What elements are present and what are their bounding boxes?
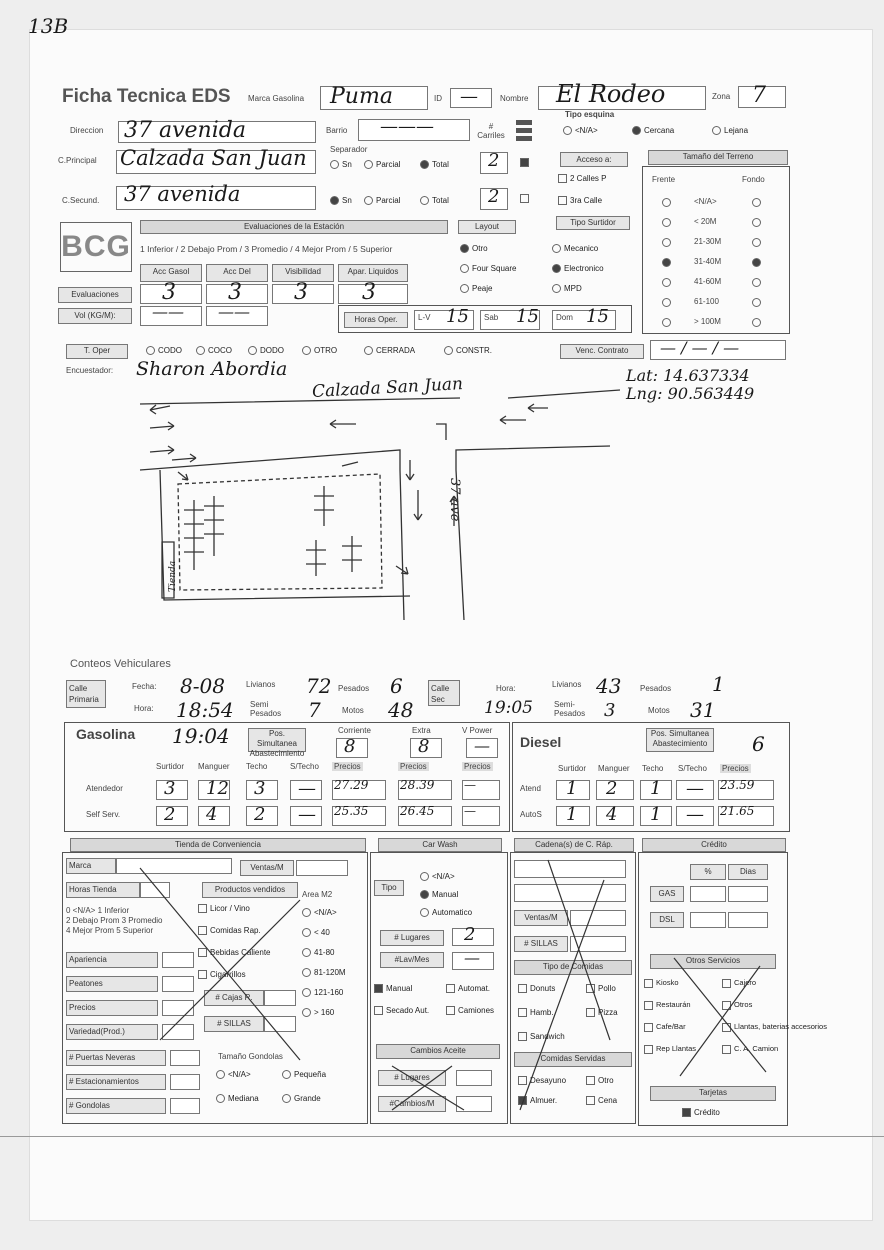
terreno-option: > 100M bbox=[694, 317, 721, 326]
diesel-cell-value: 21.65 bbox=[720, 804, 755, 818]
scan-edge bbox=[0, 1136, 884, 1137]
carwash-na[interactable]: <N/A> bbox=[420, 872, 455, 881]
gas-cell-value: 27.29 bbox=[334, 778, 369, 792]
form-title: Ficha Tecnica EDS bbox=[62, 86, 231, 107]
gasolina-time: 19:04 bbox=[172, 724, 230, 748]
carwash-manual[interactable]: Manual bbox=[420, 890, 458, 899]
carwash-lugares-label: # Lugares bbox=[380, 930, 444, 946]
carwash-tipo-label: Tipo bbox=[374, 880, 404, 896]
lat-value: Lat: 14.637334 bbox=[626, 366, 750, 385]
tienda-eval-label: Apariencia bbox=[66, 952, 158, 968]
tienda-sillas-label: # SILLAS bbox=[204, 1016, 264, 1032]
servidas-almuer[interactable]: Almuer. bbox=[518, 1096, 557, 1105]
producto-label: Cigarrillos bbox=[210, 970, 246, 979]
venc-contrato-label: Venc. Contrato bbox=[560, 344, 644, 359]
tienda-header: Tienda de Conveniencia bbox=[70, 838, 366, 852]
tipo-esquina-cercana[interactable]: Cercana bbox=[632, 126, 674, 135]
sep1-parcial[interactable]: Parcial bbox=[364, 160, 400, 169]
gas-cell-value: 12 bbox=[206, 778, 229, 799]
gas-cell-value: 3 bbox=[254, 778, 266, 799]
tipo-esquina-label: Tipo esquina bbox=[565, 110, 615, 119]
semi2-label: Semi-Pesados bbox=[554, 700, 586, 718]
cprincipal-carriles-value: 2 bbox=[488, 150, 500, 171]
cadena-ventas-label: Ventas/M bbox=[514, 910, 568, 926]
tienda-scale-3: 4 Mejor Prom 5 Superior bbox=[66, 926, 154, 935]
calle-primaria-label: Calle Primaria bbox=[66, 680, 106, 708]
tienda-eval-label: Peatones bbox=[66, 976, 158, 992]
dom-value: 15 bbox=[586, 306, 609, 327]
cadena-pizza[interactable]: Pizza bbox=[586, 1008, 618, 1017]
vpower-label: V Power bbox=[462, 726, 493, 735]
fondo-label: Fondo bbox=[742, 175, 765, 184]
lng-value: Lng: 90.563449 bbox=[626, 384, 755, 403]
credito-pct-label: % bbox=[690, 864, 726, 880]
carwash-check-camiones[interactable]: Camiones bbox=[446, 1006, 494, 1015]
sep1-sn[interactable]: Sn bbox=[330, 160, 352, 169]
terreno-option: 31-40M bbox=[694, 257, 722, 266]
gas-col-header: Techo bbox=[246, 762, 268, 771]
sep2-sn[interactable]: Sn bbox=[330, 196, 352, 205]
diesel-cell-value: — bbox=[686, 778, 704, 799]
sab-label: Sab bbox=[484, 313, 499, 322]
cadena-sillas-label: # SILLAS bbox=[514, 936, 568, 952]
gas-cell-value: 2 bbox=[164, 804, 176, 825]
acceso-button[interactable]: Acceso a: bbox=[560, 152, 628, 167]
oper-option-label: CONSTR. bbox=[456, 346, 492, 355]
diesel-col-header: S/Techo bbox=[678, 764, 707, 773]
calle-sec-label: Calle Sec bbox=[428, 680, 460, 706]
gondolas-title: Tamaño Gondolas bbox=[218, 1052, 283, 1061]
id-label: ID bbox=[434, 94, 442, 103]
venc-contrato-value: — / — / — bbox=[660, 338, 740, 357]
carwash-check-automat[interactable]: Automat. bbox=[446, 984, 490, 993]
livianos-label: Livianos bbox=[246, 680, 276, 689]
eval-gasol-value: 3 bbox=[162, 280, 176, 305]
diesel-cell-value: 1 bbox=[566, 804, 578, 825]
diesel-pos-value: 6 bbox=[752, 732, 765, 756]
credito-dias-label: Dias bbox=[728, 864, 768, 880]
frente-label: Frente bbox=[652, 175, 676, 184]
area-option-label: > 160 bbox=[314, 1008, 335, 1017]
barrio-value: ——— bbox=[380, 116, 434, 137]
apar-liquidos-col[interactable]: Apar. Liquidos bbox=[338, 264, 408, 282]
otros-option-label: Otros bbox=[734, 1000, 753, 1009]
diesel-title: Diesel bbox=[520, 734, 562, 750]
csecund-value: 37 avenida bbox=[124, 182, 241, 206]
credito-dsl-label: DSL bbox=[650, 912, 684, 928]
oper-option-label: COCO bbox=[208, 346, 232, 355]
semi-label: Semi Pesados bbox=[250, 700, 282, 718]
oper-option-label: DODO bbox=[260, 346, 284, 355]
acceso-2calles[interactable]: 2 Calles P bbox=[558, 174, 606, 183]
aceite-cambios-label: #Cambios/M bbox=[378, 1096, 446, 1112]
corriente-label: Corriente bbox=[338, 726, 371, 735]
acc-gasol-col[interactable]: Acc Gasol bbox=[140, 264, 202, 282]
evaluaciones-header: Evaluaciones de la Estación bbox=[140, 220, 448, 234]
diesel-cell-value: 23.59 bbox=[720, 778, 755, 792]
zona-value: 7 bbox=[752, 83, 766, 108]
carwash-lav-label: #Lav/Mes bbox=[380, 952, 444, 968]
credito-header: Crédito bbox=[642, 838, 786, 852]
eval-liquidos-value: 3 bbox=[362, 280, 376, 305]
tarjetas-credito[interactable]: Crédito bbox=[682, 1108, 720, 1117]
carwash-lav-value: — bbox=[464, 948, 480, 967]
marca-label: Marca Gasolina bbox=[248, 94, 305, 103]
gas-cell-value: — bbox=[298, 804, 316, 825]
diesel-col-header: Manguer bbox=[598, 764, 630, 773]
terreno-option: <N/A> bbox=[694, 197, 717, 206]
diesel-col-header: Surtidor bbox=[558, 764, 587, 773]
area-option-label: 81-120M bbox=[314, 968, 346, 977]
nombre-label: Nombre bbox=[500, 94, 529, 103]
tienda-horas-label: Horas Tienda bbox=[66, 882, 140, 898]
motos2-label: Motos bbox=[648, 706, 670, 715]
encuestador-label: Encuestador: bbox=[66, 366, 114, 375]
area-option-label: 41-80 bbox=[314, 948, 335, 957]
gas-cell-value: — bbox=[464, 804, 476, 818]
gas-cell-value: 4 bbox=[206, 804, 218, 825]
livianos2-label: Livianos bbox=[552, 680, 582, 689]
gas-cell-value: 3 bbox=[164, 778, 176, 799]
pesados-label: Pesados bbox=[338, 684, 370, 693]
gondola-na[interactable]: <N/A> bbox=[216, 1070, 251, 1079]
sketch-street-calzada: Calzada San Juan bbox=[311, 374, 464, 402]
carriles-label: # Carriles bbox=[477, 122, 505, 140]
carwash-check-secado[interactable]: Secado Aut. bbox=[374, 1006, 429, 1015]
gas-cell-value: 2 bbox=[254, 804, 266, 825]
hora-value: 18:54 bbox=[176, 698, 234, 722]
terreno-option: 61-100 bbox=[694, 297, 719, 306]
surtidor-mecanico[interactable]: Mecanico bbox=[552, 244, 598, 253]
separador-label: Separador bbox=[330, 145, 368, 154]
diesel-cell-value: 1 bbox=[566, 778, 578, 799]
credito-gas-label: GAS bbox=[650, 886, 684, 902]
motos-label: Motos bbox=[342, 706, 364, 715]
barrio-label: Barrio bbox=[326, 126, 348, 135]
encuestador-value: Sharon Abordia bbox=[136, 358, 288, 380]
aceite-lugares-label: # Lugares bbox=[378, 1070, 446, 1086]
tienda-count-label: # Gondolas bbox=[66, 1098, 166, 1114]
motos2-value: 31 bbox=[690, 698, 716, 722]
semi2-value: 3 bbox=[604, 700, 616, 721]
sab-value: 15 bbox=[516, 306, 539, 327]
carwash-header: Car Wash bbox=[378, 838, 502, 852]
cadena-donuts[interactable]: Donuts bbox=[518, 984, 555, 993]
servidas-header: Comidas Servidas bbox=[514, 1052, 632, 1067]
tienda-count-label: # Puertas Neveras bbox=[66, 1050, 166, 1066]
tienda-count-label: # Estacionamientos bbox=[66, 1074, 166, 1090]
cadena-header: Cadena(s) de C. Ráp. bbox=[514, 838, 634, 852]
tienda-eval-label: Variedad(Prod.) bbox=[66, 1024, 158, 1040]
tipo-esquina-na[interactable]: <N/A> bbox=[563, 126, 598, 135]
t-oper-label: T. Oper bbox=[66, 344, 128, 359]
otros-option-label: Llantas, baterias accesorios bbox=[734, 1022, 827, 1031]
terreno-option: 21-30M bbox=[694, 237, 722, 246]
layout-peaje[interactable]: Peaje bbox=[460, 284, 492, 293]
sep1-total[interactable]: Total bbox=[420, 160, 449, 169]
diesel-row-label: Atend bbox=[520, 784, 541, 793]
cprincipal-value: Calzada San Juan bbox=[120, 146, 307, 170]
terreno-header: Tamaño del Terreno bbox=[648, 150, 788, 165]
tienda-scale-1: 0 <N/A> 1 Inferior bbox=[66, 906, 130, 915]
gas-cell-value: 28.39 bbox=[400, 778, 435, 792]
carwash-automatico[interactable]: Automatico bbox=[420, 908, 472, 917]
corriente-value: 8 bbox=[344, 736, 356, 757]
lv-value: 15 bbox=[446, 306, 469, 327]
cadena-tipo-header: Tipo de Comidas bbox=[514, 960, 632, 975]
visibilidad-col[interactable]: Visibilidad bbox=[272, 264, 334, 282]
cadena-sandwich[interactable]: Sandwich bbox=[518, 1032, 565, 1041]
nombre-value: El Rodeo bbox=[556, 80, 666, 108]
eval-del-value: 3 bbox=[228, 280, 242, 305]
tienda-ventas-label: Ventas/M bbox=[240, 860, 294, 876]
diesel-row-label: AutoS bbox=[520, 810, 542, 819]
zona-label: Zona bbox=[712, 92, 731, 101]
area-option-label: <N/A> bbox=[314, 908, 337, 917]
oper-option-label: OTRO bbox=[314, 346, 338, 355]
gas-col-header: Precios bbox=[400, 762, 427, 771]
sep2-parcial[interactable]: Parcial bbox=[364, 196, 400, 205]
gas-cell-value: 25.35 bbox=[334, 804, 369, 818]
surtidor-mpd[interactable]: MPD bbox=[552, 284, 582, 293]
otros-option-label: C. A. Camion bbox=[734, 1044, 779, 1053]
gondola-mediana[interactable]: Mediana bbox=[216, 1094, 259, 1103]
gasolina-title: Gasolina bbox=[76, 726, 136, 742]
sketch-side-label: Tienda bbox=[168, 560, 178, 592]
evaluaciones-scale: 1 Inferior / 2 Debajo Prom / 3 Promedio / 4 Mejor Prom / 5 Superior bbox=[140, 244, 393, 254]
otros-option-label: Rep Llantas bbox=[656, 1044, 697, 1053]
fecha-label: Fecha: bbox=[132, 682, 157, 691]
otros-option-label: Cafe/Bar bbox=[656, 1022, 686, 1031]
sep2-total[interactable]: Total bbox=[420, 196, 449, 205]
pesados2-value: 1 bbox=[712, 672, 725, 696]
gasolina-pos-label: Pos. Simultanea Abastecimiento bbox=[249, 729, 305, 758]
carwash-lugares-value: 2 bbox=[464, 924, 476, 945]
vol-label: Vol (KG/M): bbox=[58, 308, 132, 324]
producto-label: Bebidas Caliente bbox=[210, 948, 271, 957]
pesados-value: 6 bbox=[390, 674, 403, 698]
area-option-label: 121-160 bbox=[314, 988, 344, 997]
tipo-esquina-lejana[interactable]: Lejana bbox=[712, 126, 748, 135]
gas-cell-value: — bbox=[298, 778, 316, 799]
livianos2-value: 43 bbox=[596, 674, 622, 698]
terreno-option: < 20M bbox=[694, 217, 717, 226]
otros-option-label: Kiosko bbox=[656, 978, 679, 987]
carwash-check-manual[interactable]: Manual bbox=[374, 984, 412, 993]
gas-row-label: Self Serv. bbox=[86, 810, 121, 819]
diesel-pos-label: Pos. Simultanea Abastecimiento bbox=[646, 728, 714, 752]
layout-four-square[interactable]: Four Square bbox=[460, 264, 516, 273]
diesel-col-header: Precios bbox=[722, 764, 749, 773]
fecha-value: 8-08 bbox=[180, 674, 225, 698]
terreno-option: 41-60M bbox=[694, 277, 722, 286]
diesel-cell-value: 4 bbox=[606, 804, 618, 825]
productos-label: Productos vendidos bbox=[202, 882, 298, 898]
eval-visib-value: 3 bbox=[294, 280, 308, 305]
extra-label: Extra bbox=[412, 726, 431, 735]
marca-value: Puma bbox=[330, 84, 393, 109]
hora2-label: Hora: bbox=[496, 684, 516, 693]
gas-col-header: Precios bbox=[464, 762, 491, 771]
extra-value: 8 bbox=[418, 736, 430, 757]
servidas-cena[interactable]: Cena bbox=[586, 1096, 617, 1105]
horas-label: Horas Oper. bbox=[344, 312, 408, 328]
oper-option-label: CODO bbox=[158, 346, 182, 355]
gas-col-header: Manguer bbox=[198, 762, 230, 771]
surtidor-electronico[interactable]: Electronico bbox=[552, 264, 604, 273]
gas-row-label: Atendedor bbox=[86, 784, 123, 793]
gas-col-header: Surtidor bbox=[156, 762, 185, 771]
oper-option-label: CERRADA bbox=[376, 346, 416, 355]
evaluaciones-row-label: Evaluaciones bbox=[58, 287, 132, 303]
direccion-value: 37 avenida bbox=[124, 118, 246, 143]
diesel-cell-value: — bbox=[686, 804, 704, 825]
cadena-hamb[interactable]: Hamb. bbox=[518, 1008, 554, 1017]
motos-value: 48 bbox=[388, 698, 414, 722]
cprincipal-label: C.Principal bbox=[58, 156, 97, 165]
diesel-col-header: Techo bbox=[642, 764, 664, 773]
bcg-logo: BCG bbox=[60, 222, 132, 272]
otros-header: Otros Servicios bbox=[650, 954, 776, 969]
surtidor-header: Tipo Surtidor bbox=[556, 216, 630, 230]
page-number: 13B bbox=[28, 14, 69, 38]
otros-option-label: Restaurán bbox=[656, 1000, 691, 1009]
gas-col-header: Precios bbox=[334, 762, 361, 771]
servidas-otro[interactable]: Otro bbox=[586, 1076, 614, 1085]
dom-label: Dom bbox=[556, 313, 573, 322]
cadena-pollo[interactable]: Pollo bbox=[586, 984, 616, 993]
gas-cell-value: 26.45 bbox=[400, 804, 435, 818]
cajas-label: # Cajas R. bbox=[204, 990, 264, 1006]
gas-cell-value: — bbox=[464, 778, 476, 792]
semi-value: 7 bbox=[308, 698, 321, 722]
tienda-marca-label: Marca bbox=[66, 858, 116, 874]
vol-value-2: —— bbox=[218, 302, 250, 321]
pesados2-label: Pesados bbox=[640, 684, 672, 693]
diesel-cell-value: 2 bbox=[606, 778, 618, 799]
tienda-scale-2: 2 Debajo Prom 3 Promedio bbox=[66, 916, 163, 925]
layout-header: Layout bbox=[458, 220, 516, 234]
aceite-header: Cambios Aceite bbox=[376, 1044, 500, 1059]
area-label: Area M2 bbox=[302, 890, 333, 899]
gondola-grande[interactable]: Grande bbox=[282, 1094, 321, 1103]
hora2-value: 19:05 bbox=[484, 698, 533, 718]
layout-otro[interactable]: Otro bbox=[460, 244, 488, 253]
csecund-label: C.Secund. bbox=[62, 196, 100, 205]
tienda-eval-label: Precios bbox=[66, 1000, 158, 1016]
direccion-label: Direccion bbox=[70, 126, 104, 135]
servidas-desayuno[interactable]: Desayuno bbox=[518, 1076, 566, 1085]
area-option-label: < 40 bbox=[314, 928, 330, 937]
diesel-cell-value: 1 bbox=[650, 804, 662, 825]
sketch-street-37ave: 37 ave bbox=[447, 478, 462, 522]
vpower-value: — bbox=[474, 736, 490, 755]
tarjetas-header: Tarjetas bbox=[650, 1086, 776, 1101]
lv-label: L-V bbox=[418, 313, 431, 322]
csecund-carriles-value: 2 bbox=[488, 186, 500, 207]
hora-label: Hora: bbox=[134, 704, 154, 713]
otros-option-label: Cajero bbox=[734, 978, 757, 987]
producto-label: Licor / Vino bbox=[210, 904, 250, 913]
conteos-title: Conteos Vehiculares bbox=[70, 658, 171, 670]
acc-del-col[interactable]: Acc Del bbox=[206, 264, 268, 282]
vol-value-1: —— bbox=[152, 302, 184, 321]
id-value: — bbox=[460, 86, 478, 107]
producto-label: Comidas Rap. bbox=[210, 926, 261, 935]
gas-col-header: S/Techo bbox=[290, 762, 319, 771]
acceso-3ra[interactable]: 3ra Calle bbox=[558, 196, 602, 205]
livianos-value: 72 bbox=[306, 674, 332, 698]
diesel-cell-value: 1 bbox=[650, 778, 662, 799]
gondola-pequena[interactable]: Pequeña bbox=[282, 1070, 326, 1079]
